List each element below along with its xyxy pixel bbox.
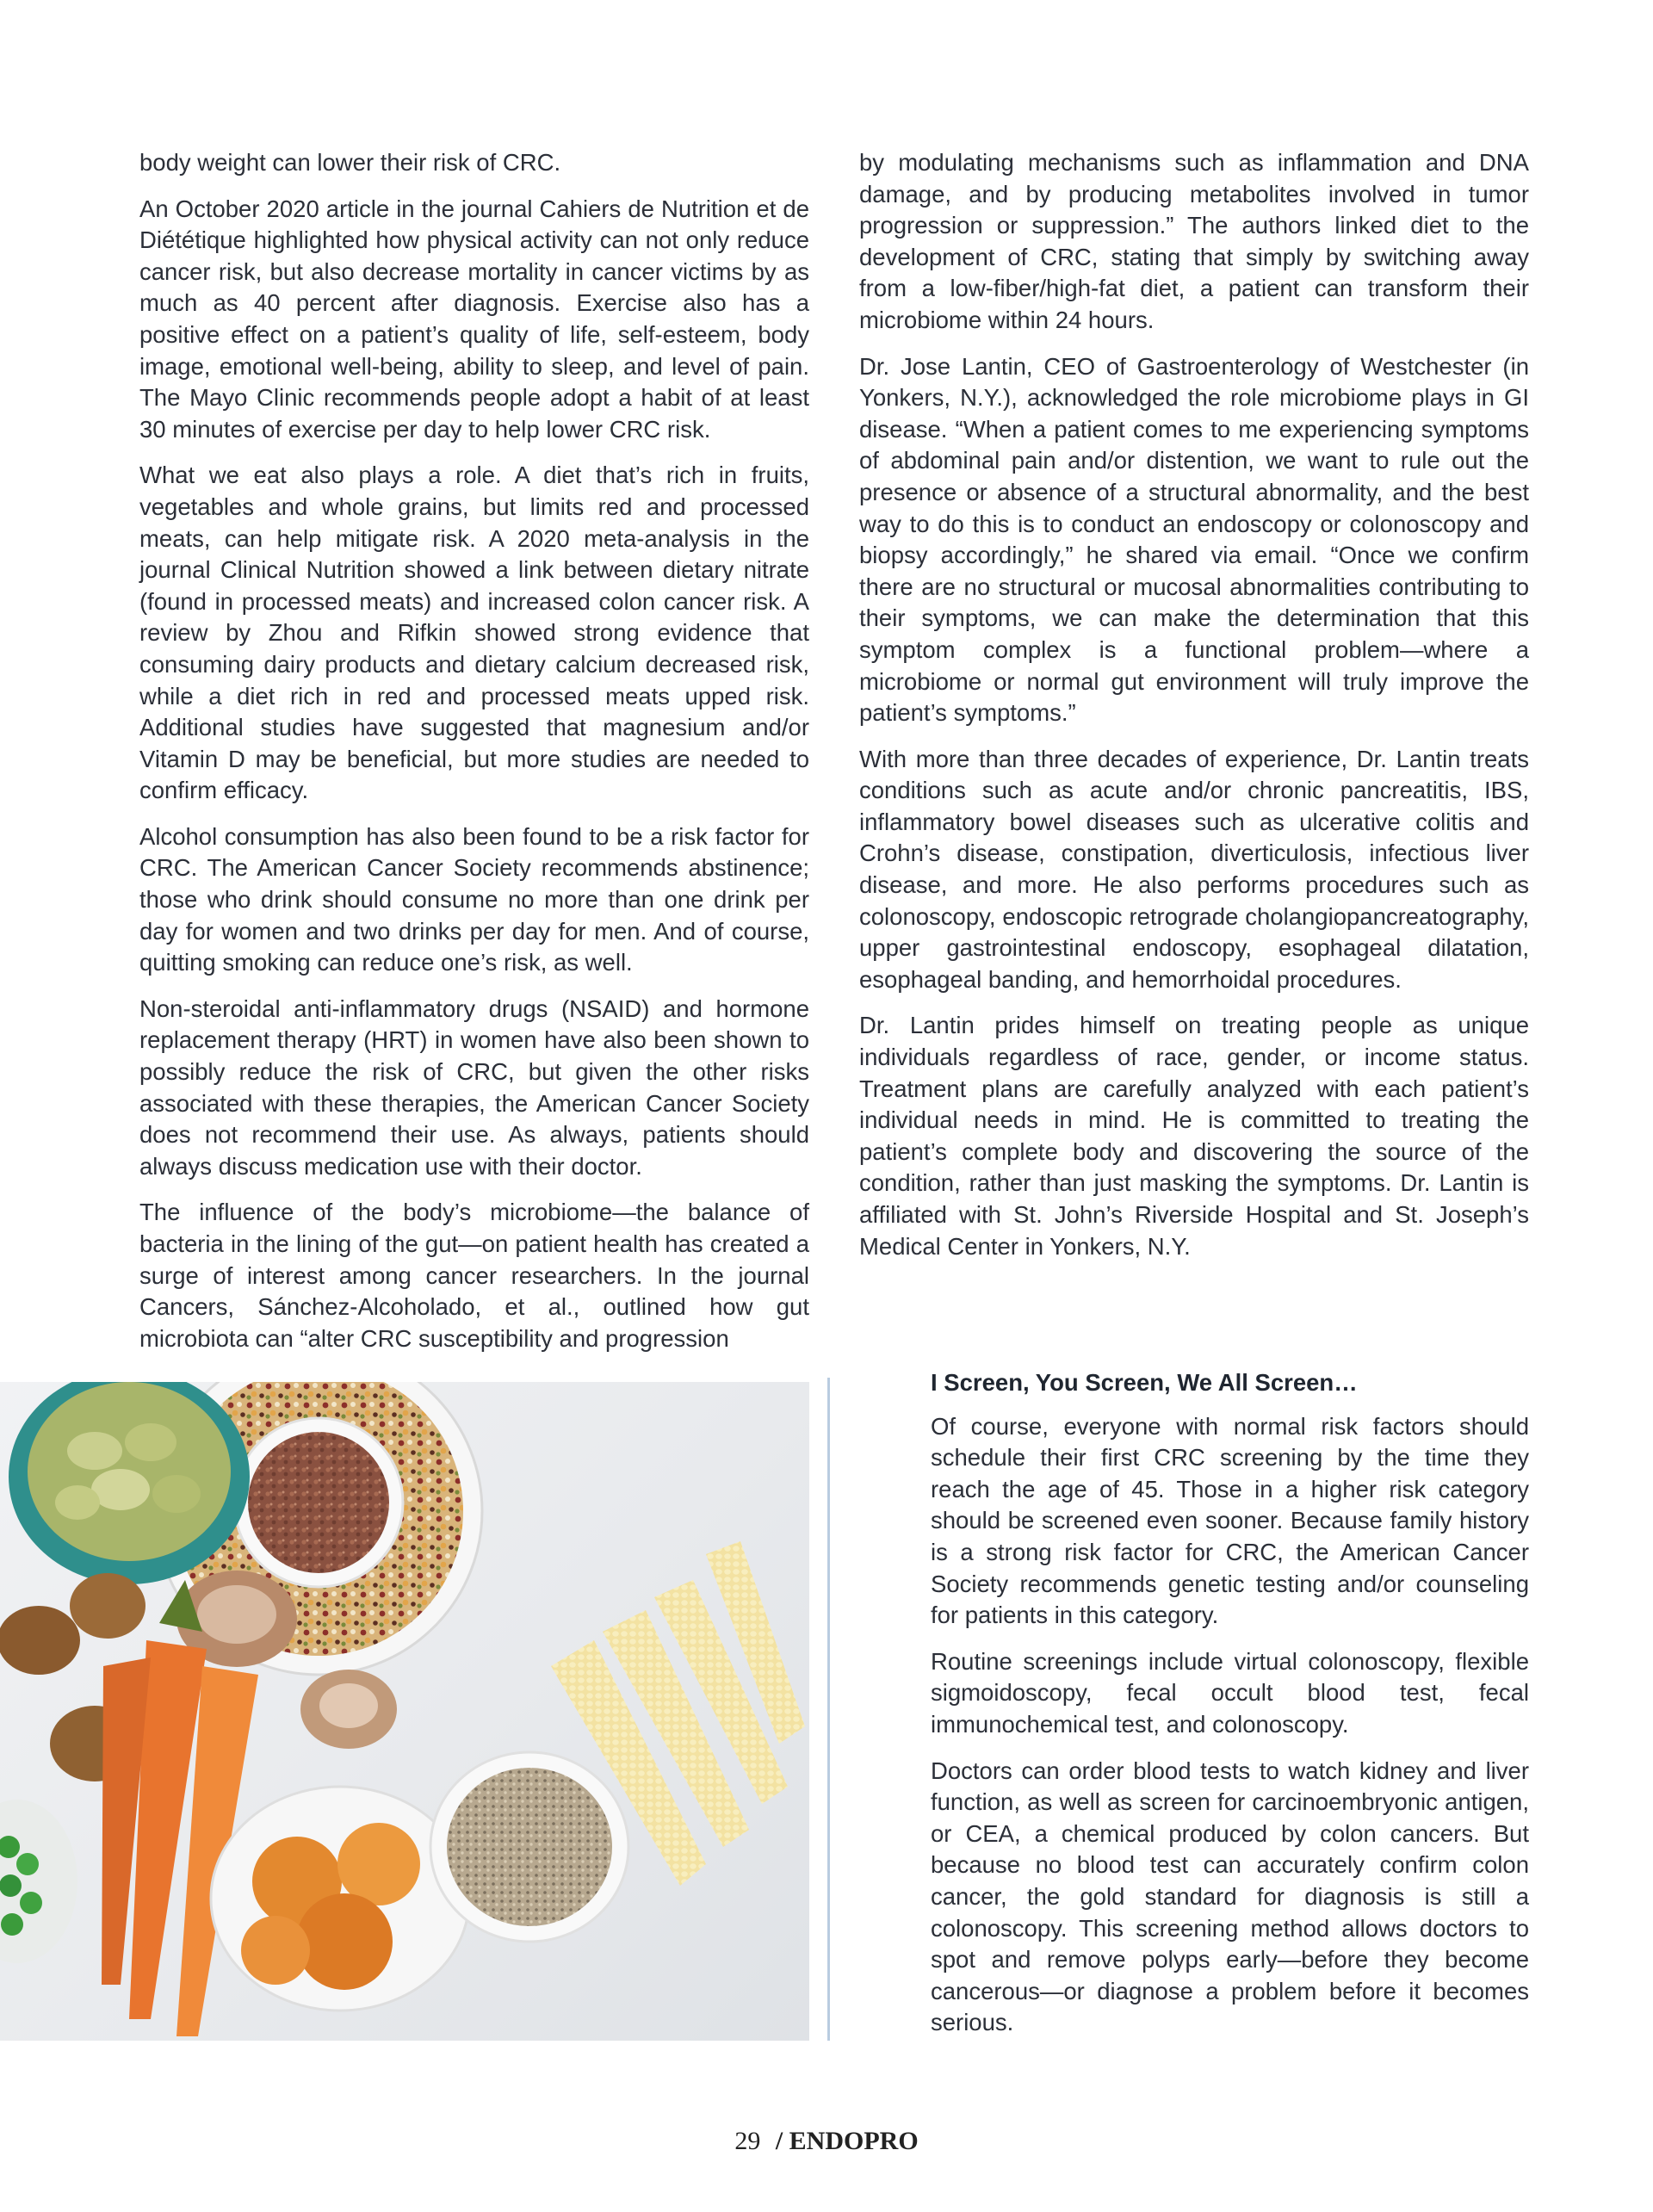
- page-number: 29: [734, 2127, 761, 2155]
- paragraph: With more than three decades of experience, Dr. Lantin treats conditions such as acute and/or chronic pancreatitis, IBS, inflammatory bowel diseases such as ulcerative colitis and Crohn’s disease, constipation, diverticulosis, infectious liver disease, and more. He also performs procedures such as colonoscopy, endoscopic retrograde cholangiopancreatography, upper gastrointestinal endoscopy, esophageal dilatation, esophageal banding, and hemorrhoidal procedures.: [859, 745, 1529, 993]
- paragraph: What we eat also plays a role. A diet that’s rich in fruits, vegetables and whole grains, but limits red and processed meats, can help mitigate risk. A 2020 meta-analysis in the journal Clinical Nutrition showed a link between dietary nitrate (found in processed meats) and increased colon cancer risk. A review by Zhou and Rifkin showed strong evidence that consuming dairy products and dietary calcium decreased risk, while a diet rich in red and processed meats upped risk. Additional studies have suggested that magnesium and/or Vitamin D may be beneficial, but more studies are needed to confirm efficacy.: [139, 462, 809, 804]
- sidebar-heading: I Screen, You Screen, We All Screen…: [931, 1369, 1358, 1396]
- sidebar-paragraph: Doctors can order blood tests to watch kidney and liver function, as well as screen for carcinoembryonic antigen, or CEA, a chemical produced by colon cancers. But because no blood test can accurately confirm colon cancer, the gold standard for diagnosis is still a colonoscopy. This screening method allows doctors to spot and remove polyps early—before they become cancerous—or diagnose a problem before it becomes serious.: [931, 1757, 1529, 2036]
- sidebar-divider: [827, 1378, 830, 2041]
- sidebar-paragraph: Routine screenings include virtual colonoscopy, flexible sigmoidoscopy, fecal occult blood test, fecal immunochemical test, and colonoscopy.: [931, 1647, 1529, 1738]
- article-column-right: [859, 147, 1529, 1277]
- seed-bowl: [430, 1752, 628, 1942]
- food-photo: [0, 1382, 809, 2041]
- page-footer: [0, 2127, 1653, 2156]
- peas: [0, 1800, 77, 1963]
- paragraph: The influence of the body’s microbiome—the balance of bacteria in the lining of the gut—on patient health has created a surge of interest among cancer researchers. In the journal Cancers, Sánchez-Alcoholado, et al., outlined how gut microbiota can “alter CRC susceptibility and progression: [139, 1199, 809, 1352]
- dried-apricot-bowl: [211, 1787, 469, 2011]
- paragraph: by modulating mechanisms such as inflammation and DNA damage, and by producing metabolites involved in tumor progression or suppression.” The authors linked diet to the development of CRC, stating that simply by switching away from a low-fiber/high-fat diet, a patient can transform their microbiome within 24 hours.: [859, 149, 1529, 333]
- paragraph: Dr. Lantin prides himself on treating people as unique individuals regardless of race, gender, or income status. Treatment plans are carefully analyzed with each patient’s individual needs in mind. He is committed to treating the patient’s complete body and discovering the source of the condition, rather than just masking the symptoms. Dr. Lantin is affiliated with St. John’s Riverside Hospital and St. Joseph’s Medical Center in Yonkers, N.Y.: [859, 1012, 1529, 1260]
- paragraph: body weight can lower their risk of CRC.: [139, 149, 561, 176]
- paragraph: Dr. Jose Lantin, CEO of Gastroenterology of Westchester (in Yonkers, N.Y.), acknowledged the role microbiome plays in GI disease. “When a patient comes to me experiencing symptoms of abdominal pain and/or distention, we want to rule out the presence or absence of a structural abnormality, and the best way to do this is to conduct an endoscopy or colonoscopy and biopsy accordingly,” he shared via email. “Once we confirm there are no structural or mucosal abnormalities contributing to their symptoms, we can make the determination that this symptom complex is a functional problem—where a microbiome or normal gut environment will truly improve the patient’s symptoms.”: [859, 352, 1529, 727]
- sidebar-paragraph: Of course, everyone with normal risk factors should schedule their first CRC screening by the time they reach the age of 45. Those in a higher risk category should be screened even sooner. Because family history is a strong risk factor for CRC, the American Cancer Society recommends genetic testing and/or counseling for patients in this category.: [931, 1412, 1529, 1629]
- publication-name: / ENDOPRO: [775, 2127, 919, 2155]
- paragraph: Alcohol consumption has also been found to be a risk factor for CRC. The American Cancer Society recommends abstinence; those who drink should consume no more than one drink per day for women and two drinks per day for men. And of course, quitting smoking can reduce one’s risk, as well.: [139, 822, 809, 976]
- paragraph: An October 2020 article in the journal Cahiers de Nutrition et de Diététique highlighted how physical activity can not only reduce cancer risk, but also decrease mortality in cancer victims by as much as 40 percent after diagnosis. Exercise also has a positive effect on a patient’s quality of life, self-esteem, body image, emotional well-being, ability to sleep, and level of pain. The Mayo Clinic recommends people adopt a habit of at least 30 minutes of exercise per day to help lower CRC risk.: [139, 195, 809, 443]
- screening-sidebar: [931, 1367, 1529, 2054]
- paragraph: Non-steroidal anti-inflammatory drugs (NSAID) and hormone replacement therapy (HRT) in women have also been shown to possibly reduce the risk of CRC, but given the other risks associated with these therapies, the American Cancer Society does not recommend their use. As always, patients should always discuss medication use with their doctor.: [139, 994, 809, 1180]
- article-column-left: [139, 147, 809, 1369]
